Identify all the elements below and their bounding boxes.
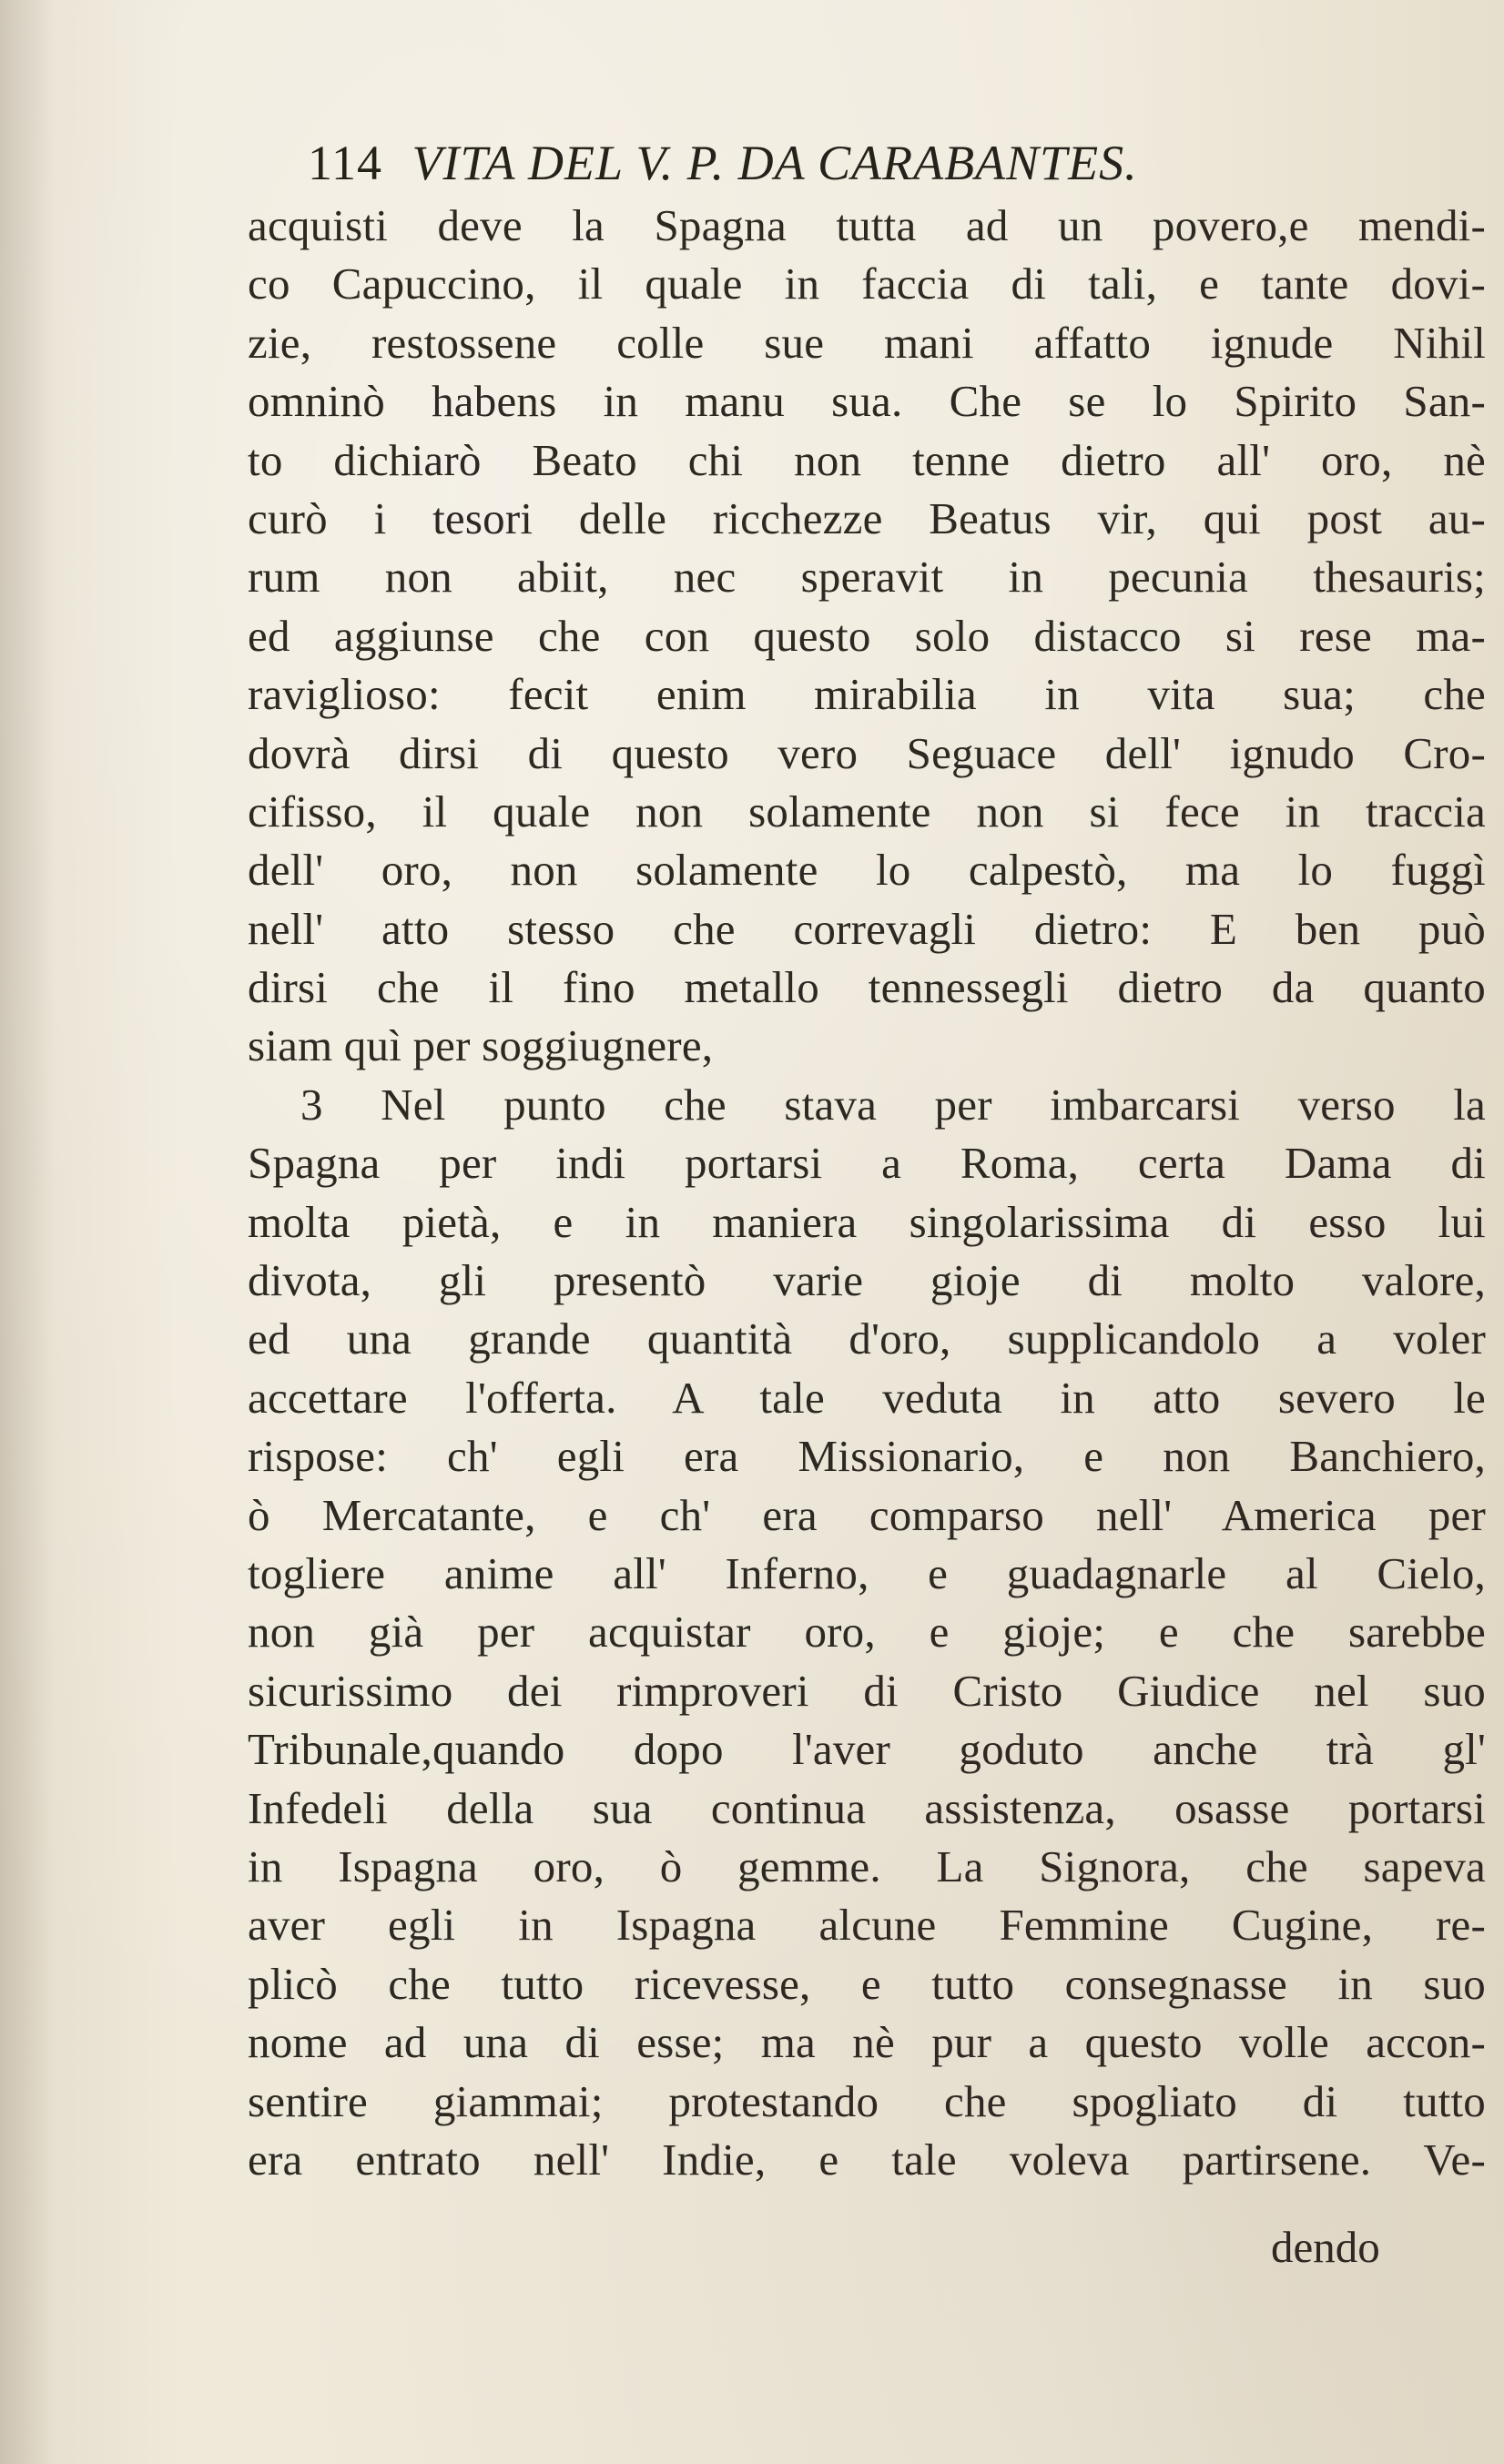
text-line: curò i tesori delle ricchezze Beatus vir, qui post au-	[248, 492, 1486, 543]
text-line: molta pietà, e in maniera singolarissima di esso lui	[248, 1196, 1486, 1247]
text-line: Tribunale,quando dopo l'aver goduto anche trà gl'	[248, 1724, 1486, 1775]
text-line: nome ad una di esse; ma nè pur a questo volle accon-	[248, 2017, 1486, 2068]
text-line: non già per acquistar oro, e gioje; e che sarebbe	[248, 1607, 1486, 1658]
text-line: togliere anime all' Inferno, e guadagnarle al Cielo,	[248, 1547, 1486, 1598]
text-line: ò Mercatante, e ch' era comparso nell' America per	[248, 1489, 1486, 1540]
text-line: ed aggiunse che con questo solo distacco si rese ma-	[248, 610, 1486, 661]
text-line: zie, restossene colle sue mani affatto ignude Nihil	[248, 317, 1486, 368]
text-line: accettare l'offerta. A tale veduta in atto severo le	[248, 1372, 1486, 1423]
running-title: VITA DEL V. P. DA CARABANTES.	[412, 136, 1138, 190]
page-header	[308, 135, 1482, 198]
text-line: sicurissimo dei rimproveri di Cristo Giudice nel suo	[248, 1665, 1486, 1716]
gutter-shadow	[0, 0, 55, 2464]
text-line: co Capuccino, il quale in faccia di tali, e tante dovi-	[248, 259, 1486, 309]
body-text	[248, 197, 1486, 2189]
catchword: dendo	[1271, 2222, 1380, 2272]
text-line: Infedeli della sua continua assistenza, osasse portarsi	[248, 1782, 1486, 1833]
text-line: Spagna per indi portarsi a Roma, certa Dama di	[248, 1138, 1486, 1189]
text-line: dovrà dirsi di questo vero Seguace dell' ignudo Cro-	[248, 727, 1486, 778]
text-line: ed una grande quantità d'oro, supplicandolo a voler	[248, 1313, 1486, 1364]
text-line: nell' atto stesso che correvagli dietro: E ben può	[248, 903, 1486, 954]
text-line: dell' oro, non solamente lo calpestò, ma lo fuggì	[248, 845, 1486, 896]
text-line: acquisti deve la Spagna tutta ad un povero,e mendi-	[248, 200, 1486, 250]
text-line-paragraph-start: 3 Nel punto che stava per imbarcarsi verso la	[300, 1079, 1486, 1130]
text-line: divota, gli presentò varie gioje di molto valore,	[248, 1255, 1486, 1306]
text-line: to dichiarò Beato chi non tenne dietro all' oro, nè	[248, 434, 1486, 485]
text-line: rum non abiit, nec speravit in pecunia thesauris;	[248, 552, 1486, 603]
text-line: raviglioso: fecit enim mirabilia in vita sua; che	[248, 669, 1486, 720]
text-line-paragraph-end: siam quì per soggiugnere,	[248, 1020, 714, 1071]
page-number: 114	[308, 136, 382, 190]
text-line: cifisso, il quale non solamente non si fece in traccia	[248, 786, 1486, 837]
text-line: plicò che tutto ricevesse, e tutto consegnasse in suo	[248, 1958, 1486, 2009]
text-line: in Ispagna oro, ò gemme. La Signora, che sapeva	[248, 1840, 1486, 1891]
text-line: dirsi che il fino metallo tennessegli dietro da quanto	[248, 962, 1486, 1013]
text-line: omninò habens in manu sua. Che se lo Spirito San-	[248, 376, 1486, 427]
text-line: era entrato nell' Indie, e tale voleva partirsene. Ve-	[248, 2134, 1486, 2185]
text-line: rispose: ch' egli era Missionario, e non Banchiero,	[248, 1431, 1486, 1482]
text-line: sentire giammai; protestando che spogliato di tutto	[248, 2075, 1486, 2126]
text-line: aver egli in Ispagna alcune Femmine Cugine, re-	[248, 1900, 1486, 1951]
